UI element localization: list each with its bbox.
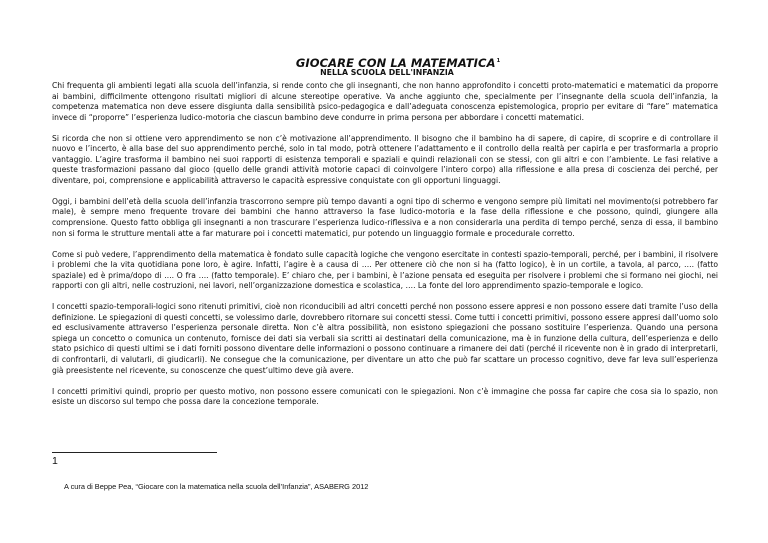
page-title-text: GIOCARE CON LA MATEMATICA	[295, 56, 496, 70]
footnote-text: A cura di Beppe Pea, “Giocare con la matematica nella scuola dell’Infanzia”, ASABERG 2012	[64, 482, 369, 491]
paragraph-3: Oggi, i bambini dell’età della scuola dell’infanzia trascorrono sempre più tempo davanti a ogni tipo di schermo e vengono sempre più limitati nel movimento(si potrebbero far male), è sempre meno frequente trovare dei bambini che hanno attraverso la fase ludico-motoria e la fase della riflessione e che possono, quindi, giungere alla comprensione. Questo fatto obbliga gli insegnanti a non trascurare l’esperienza ludico-riflessiva e a non considerarla una perdita di tempo perché, senza di essa, il bambino non si forma le strutture mentali atte a far maturare poi i concetti matematici, pur potendo un linguaggio formale e procedurale corretto.	[52, 196, 718, 238]
paragraph-2: Si ricorda che non si ottiene vero apprendimento se non c’è motivazione all’apprendimento. Il bisogno che il bambino ha di sapere, di capire, di scoprire e di controllare il nuovo e l’incerto, è alla base del suo apprendimento perché, solo in tal modo, potrà ottenere l’adattamento e il controllo della realtà per capirla e per trasformarla a proprio vantaggio. L’agire trasforma il bambino nei suoi rapporti di esistenza temporali e spaziali e quindi relazionali con se stessi, con gli altri e con l’ambiente. Le fasi relative a queste trasformazioni passano dal gioco (quello delle grandi attività motorie capaci di coinvolgere l’intero corpo) alla riflessione e alla presa di coscienza dei perché, per diventare, poi, comprensione e applicabilità attraverso le capacità espressive conquistate con gli opportuni linguaggi.	[52, 133, 718, 185]
paragraph-1: Chi frequenta gli ambienti legati alla scuola dell’infanzia, si rende conto che gli insegnanti, che non hanno approfondito i concetti proto-matematici e matematici da proporre ai bambini, difficilmente ottengono risultati migliori di alcune stereotipe operative. Va anche aggiunto che, specialmente per l’insegnante della scuola dell’infanzia, la competenza matematica non deve essere disgiunta dalla sensibilità psico-pedagogica e dall’adeguata conoscenza epistemologica, proprio per evitare di “fare” matematica invece di “proporre” l’esperienza ludico-motoria che ciascun bambino deve condurre in prima persona per abbordare i concetti matematici.	[52, 81, 718, 122]
paragraph-4: Come si può vedere, l’apprendimento della matematica è fondato sulle capacità logiche che vengono esercitate in contesti spazio-temporali, perché, per i bambini, il risolvere i problemi che la vita quotidiana pone loro, è agire. Infatti, l’agire è a causa di …. Per ottenere ciò che non si ha (fatto logico), è in un cortile, a tavola, al parco, …. (fatto spaziale) ed è prima/dopo di …. O fra …. (fatto temporale). E’ chiaro che, per i bambini, è l’azione pensata ed eseguita per risolvere i problemi che si formano nei giochi, nei rapporti con gli altri, nelle costruzioni, nei lavori, nell’organizzazione domestica e scolastica, …. La fonte del loro apprendimento spazio-temporale e logico.	[52, 249, 718, 291]
page-subtitle-text: NELLA SCUOLA DELL'INFANZIA	[320, 68, 454, 77]
paragraph-6: I concetti primitivi quindi, proprio per questo motivo, non possono essere comunicati con le spiegazioni. Non c’è immagine che possa far capire che cosa sia lo spazio, non esiste un discorso sul tempo che possa dare la concezione temporale.	[52, 386, 718, 407]
paragraph-5: I concetti spazio-temporali-logici sono ritenuti primitivi, cioè non riconducibili ad altri concetti perché non possono essere appresi e non possono essere dati tramite l’uso della definizione. Le spiegazioni di questi concetti, se volessimo darle, dovrebbero ritornare sui concetti stessi. Come tutti i concetti primitivi, possono essere appresi dall’uomo solo ed esclusivamente attraverso l’esperienza personale diretta. Non c’è altra possibilità, non esistono spiegazioni che possano sostituire l’esperienza. Quando una persona spiega un concetto o comunica un contenuto, fornisce dei dati sia verbali sia scritti ai destinatari della comunicazione, ma è in funzione della cultura, dell’esperienza e dello stato psichico di questi ultimi se i dati forniti possono diventare delle informazioni o possono continuare a rimanere dei dati (perché il ricevente non è in grado di interpretarli, di confrontarli, di valutarli, di giudicarli). Ne consegue che la comunicazione, per diventare un atto che può far scattare un processo cognitivo, deve far leva sull’esperienza già preesistente nel ricevente, su conoscenze che quest’ultimo deve già avere.	[52, 302, 718, 375]
page-subtitle	[0, 68, 768, 77]
body-text	[52, 81, 718, 418]
footnote-separator	[52, 452, 217, 453]
footnote-marker[interactable]: 1	[496, 58, 501, 65]
footnote-number: 1	[52, 455, 58, 467]
